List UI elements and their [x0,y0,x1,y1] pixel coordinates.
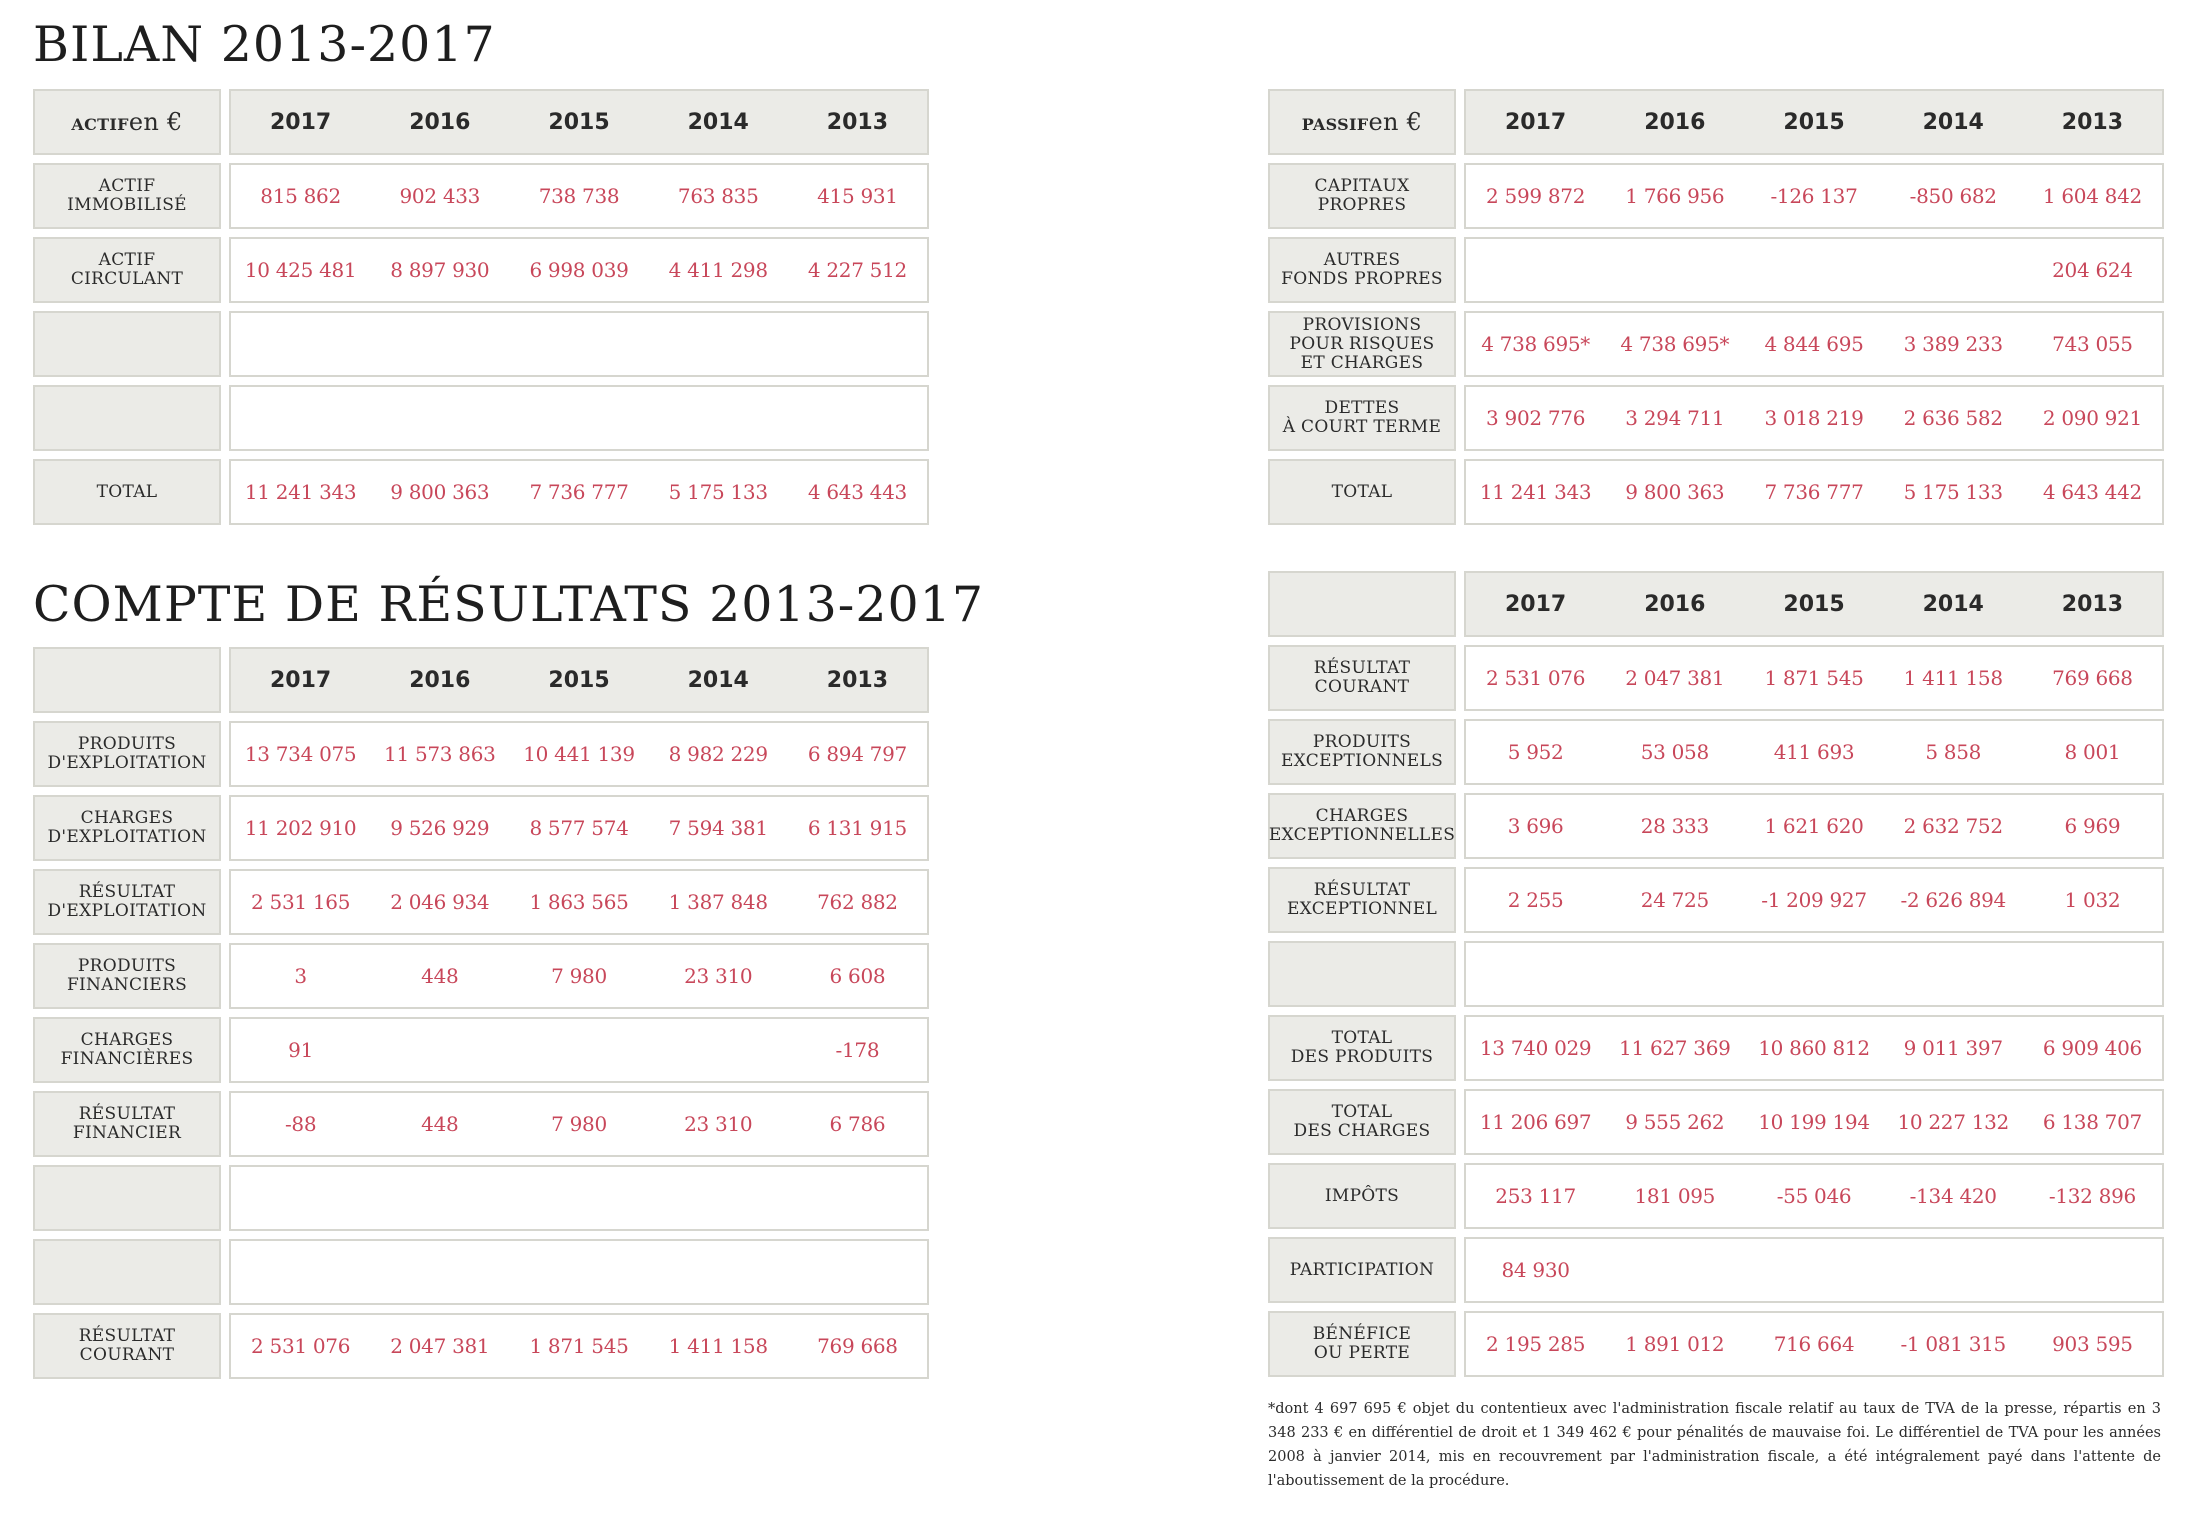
value-cell: -1 209 927 [1761,888,1867,912]
value-cell: 11 241 343 [1479,480,1592,504]
value-cell: 4 738 695* [1481,332,1590,356]
value-cell: 13 740 029 [1479,1036,1592,1060]
bilan-title: BILAN 2013-2017 [33,16,496,73]
header-caption [33,647,221,713]
value-cell: -132 896 [2048,1184,2136,1208]
header-caption [1268,89,1456,155]
value-cell: 2 636 582 [1903,406,2003,430]
caption-strong: passif [1301,108,1369,136]
value-cell: 11 241 343 [244,480,357,504]
year-header: 2013 [826,667,889,693]
row-values [229,1239,929,1305]
value-cell: 4 738 695* [1620,332,1730,356]
row-label: PRODUITS EXCEPTIONNELS [1268,719,1456,785]
value-cell: 769 668 [2052,666,2133,690]
row-label [33,311,221,377]
year-header-cells [229,647,929,713]
value-cell: 2 599 872 [1486,184,1586,208]
value-cell: 1 387 848 [668,890,768,914]
value-cell: 2 046 934 [390,890,490,914]
value-cell: 3 696 [1507,814,1564,838]
value-cell: 2 531 076 [1486,666,1586,690]
value-cell: 5 175 133 [1903,480,2003,504]
value-cell: 8 897 930 [390,258,490,282]
value-cell: 9 526 929 [390,816,490,840]
value-cell: 7 736 777 [1764,480,1864,504]
value-cell: 84 930 [1501,1258,1570,1282]
value-cell: 11 202 910 [244,816,357,840]
value-cell: 11 573 863 [384,742,496,766]
year-header: 2013 [2061,591,2124,617]
row-values [229,1165,929,1231]
row-values [229,311,929,377]
value-cell: 2 255 [1507,888,1564,912]
caption-unit: en € [128,107,183,136]
value-cell: 181 095 [1634,1184,1716,1208]
caption-strong: actif [71,108,129,136]
value-cell: 3 389 233 [1903,332,2003,356]
row-label [1268,941,1456,1007]
value-cell: 743 055 [2052,332,2133,356]
value-cell: 716 664 [1773,1332,1855,1356]
year-header: 2017 [269,109,332,135]
value-cell: 1 411 158 [1903,666,2003,690]
row-label: RÉSULTAT COURANT [33,1313,221,1379]
value-cell: 6 894 797 [807,742,907,766]
value-cell: 3 902 776 [1486,406,1586,430]
value-cell: 4 844 695 [1764,332,1864,356]
value-cell: 53 058 [1640,740,1709,764]
row-values [1464,1237,2164,1303]
row-label [33,385,221,451]
footnote: *dont 4 697 695 € objet du contentieux avec l'administration fiscale relatif au taux de TVA de la presse, répartis en 3 348 233 € en différentiel de droit et 1 349 462 € pour pénalités de mauvaise foi. Le différentiel de TVA pour les années 2008 à janvier 2014, mis en recouvrement par l'administration fiscale, a été intégralement payé dans l'attente de l'aboutissement de la procédure. [1268,1401,2161,1489]
row-label: ACTIF IMMOBILISÉ [33,163,221,229]
value-cell: 5 175 133 [668,480,768,504]
value-cell: 2 632 752 [1903,814,2003,838]
value-cell: 11 627 369 [1619,1036,1731,1060]
row-label: CHARGES FINANCIÈRES [33,1017,221,1083]
value-cell: 1 871 545 [1764,666,1864,690]
row-values [1464,311,2164,377]
value-cell: 91 [288,1038,314,1062]
row-label: AUTRES FONDS PROPRES [1268,237,1456,303]
year-header: 2016 [1644,109,1706,135]
value-cell: 1 766 956 [1625,184,1725,208]
row-label: RÉSULTAT EXCEPTIONNEL [1268,867,1456,933]
value-cell: 6 998 039 [529,258,629,282]
value-cell: 762 882 [817,890,898,914]
value-cell: 8 982 229 [668,742,768,766]
value-cell: 815 862 [260,184,341,208]
value-cell: 13 734 075 [244,742,357,766]
row-values [1464,237,2164,303]
row-label: TOTAL DES CHARGES [1268,1089,1456,1155]
row-values [229,385,929,451]
value-cell: 253 117 [1495,1184,1576,1208]
value-cell: 1 621 620 [1764,814,1864,838]
value-cell: 7 594 381 [668,816,768,840]
row-values [229,795,929,861]
value-cell: 769 668 [817,1334,898,1358]
caption-unit: en € [1368,107,1423,136]
value-cell: 9 011 397 [1903,1036,2003,1060]
year-header: 2015 [1783,109,1845,135]
value-cell: 23 310 [684,964,753,988]
value-cell: 1 871 545 [529,1334,629,1358]
value-cell: -178 [835,1038,880,1062]
value-cell: 4 643 442 [2042,480,2142,504]
value-cell: 8 001 [2064,740,2121,764]
row-values [1464,719,2164,785]
row-label: RÉSULTAT FINANCIER [33,1091,221,1157]
year-header: 2015 [548,667,610,693]
row-values [1464,1015,2164,1081]
row-values [1464,793,2164,859]
value-cell: 7 736 777 [529,480,629,504]
header-caption [1268,571,1456,637]
year-header: 2016 [409,667,471,693]
row-label: RÉSULTAT COURANT [1268,645,1456,711]
row-label: PRODUITS D'EXPLOITATION [33,721,221,787]
row-label: CHARGES EXCEPTIONNELLES [1268,793,1456,859]
value-cell: 763 835 [677,184,759,208]
value-cell: 11 206 697 [1479,1110,1592,1134]
value-cell: 24 725 [1640,888,1709,912]
value-cell: 6 131 915 [807,816,907,840]
year-header: 2017 [269,667,332,693]
value-cell: 10 860 812 [1758,1036,1870,1060]
row-values [229,1017,929,1083]
row-label: PROVISIONS POUR RISQUES ET CHARGES [1268,311,1456,377]
value-cell: 1 604 842 [2042,184,2142,208]
value-cell: 6 969 [2064,814,2121,838]
value-cell: 2 195 285 [1486,1332,1586,1356]
value-cell: 5 952 [1507,740,1564,764]
value-cell: -126 137 [1770,184,1858,208]
row-values [1464,867,2164,933]
row-label [33,1239,221,1305]
value-cell: -55 046 [1776,1184,1852,1208]
value-cell: 1 411 158 [668,1334,768,1358]
value-cell: 902 433 [399,184,481,208]
value-cell: 204 624 [2052,258,2133,282]
value-cell: 6 608 [829,964,886,988]
value-cell: 9 800 363 [390,480,490,504]
row-values [1464,941,2164,1007]
row-values [229,237,929,303]
row-values [1464,385,2164,451]
value-cell: 415 931 [817,184,898,208]
row-label: BÉNÉFICE OU PERTE [1268,1311,1456,1377]
value-cell: 6 909 406 [2042,1036,2142,1060]
value-cell: -134 420 [1909,1184,1997,1208]
value-cell: 6 786 [829,1112,886,1136]
value-cell: 3 018 219 [1764,406,1864,430]
year-header: 2015 [548,109,610,135]
row-values [1464,1163,2164,1229]
row-label: PARTICIPATION [1268,1237,1456,1303]
compte-resultats-title: COMPTE DE RÉSULTATS 2013-2017 [33,576,985,633]
value-cell: 7 980 [551,1112,607,1136]
row-label: DETTES À COURT TERME [1268,385,1456,451]
row-label: IMPÔTS [1268,1163,1456,1229]
value-cell: 3 [294,964,307,988]
row-values [229,943,929,1009]
value-cell: 4 227 512 [807,258,907,282]
value-cell: -2 626 894 [1900,888,2006,912]
row-values [229,163,929,229]
row-label: ACTIF CIRCULANT [33,237,221,303]
value-cell: 8 577 574 [529,816,629,840]
value-cell: 10 199 194 [1758,1110,1870,1134]
row-label: TOTAL DES PRODUITS [1268,1015,1456,1081]
year-header: 2014 [687,109,749,135]
value-cell: 2 047 381 [1625,666,1725,690]
row-values [229,721,929,787]
year-header: 2014 [687,667,749,693]
value-cell: 6 138 707 [2042,1110,2142,1134]
row-values [229,869,929,935]
value-cell: 1 032 [2064,888,2121,912]
row-label [33,1165,221,1231]
row-label: RÉSULTAT D'EXPLOITATION [33,869,221,935]
value-cell: 10 425 481 [244,258,357,282]
year-header: 2017 [1504,109,1567,135]
year-header-cells [1464,571,2164,637]
value-cell: 4 643 443 [807,480,907,504]
header-caption [33,89,221,155]
value-cell: 2 047 381 [390,1334,490,1358]
year-header: 2014 [1922,591,1984,617]
value-cell: 448 [421,964,459,988]
value-cell: -1 081 315 [1900,1332,2006,1356]
row-values [1464,163,2164,229]
value-cell: 903 595 [2052,1332,2133,1356]
year-header: 2017 [1504,591,1567,617]
row-label: PRODUITS FINANCIERS [33,943,221,1009]
value-cell: 2 531 165 [251,890,351,914]
value-cell: 2 531 076 [251,1334,351,1358]
row-label: TOTAL [33,459,221,525]
year-header: 2016 [409,109,471,135]
value-cell: 4 411 298 [668,258,768,282]
actif-table [33,89,925,529]
value-cell: 2 090 921 [2042,406,2142,430]
row-values [229,459,929,525]
value-cell: 1 891 012 [1625,1332,1725,1356]
year-header: 2014 [1922,109,1984,135]
value-cell: 9 800 363 [1625,480,1725,504]
compte-right-table [1268,571,2160,1386]
value-cell: 10 227 132 [1897,1110,2009,1134]
year-header: 2013 [826,109,889,135]
row-values [1464,1311,2164,1377]
value-cell: 10 441 139 [523,742,635,766]
row-label: TOTAL [1268,459,1456,525]
row-values [229,1091,929,1157]
year-header: 2013 [2061,109,2124,135]
value-cell: 7 980 [551,964,607,988]
value-cell: -850 682 [1909,184,1997,208]
passif-table [1268,89,2160,529]
value-cell: 1 863 565 [529,890,629,914]
row-values [1464,459,2164,525]
row-values [229,1313,929,1379]
value-cell: 411 693 [1773,740,1855,764]
value-cell: 28 333 [1640,814,1709,838]
year-header: 2015 [1783,591,1845,617]
year-header-cells [229,89,929,155]
value-cell: 448 [421,1112,459,1136]
year-header: 2016 [1644,591,1706,617]
value-cell: -88 [284,1112,317,1136]
row-label: CHARGES D'EXPLOITATION [33,795,221,861]
compte-left-table [33,647,925,1387]
year-header-cells [1464,89,2164,155]
row-values [1464,1089,2164,1155]
value-cell: 738 738 [538,184,620,208]
value-cell: 5 858 [1925,740,1982,764]
value-cell: 3 294 711 [1625,406,1725,430]
value-cell: 9 555 262 [1625,1110,1725,1134]
row-values [1464,645,2164,711]
row-label: CAPITAUX PROPRES [1268,163,1456,229]
value-cell: 23 310 [684,1112,753,1136]
